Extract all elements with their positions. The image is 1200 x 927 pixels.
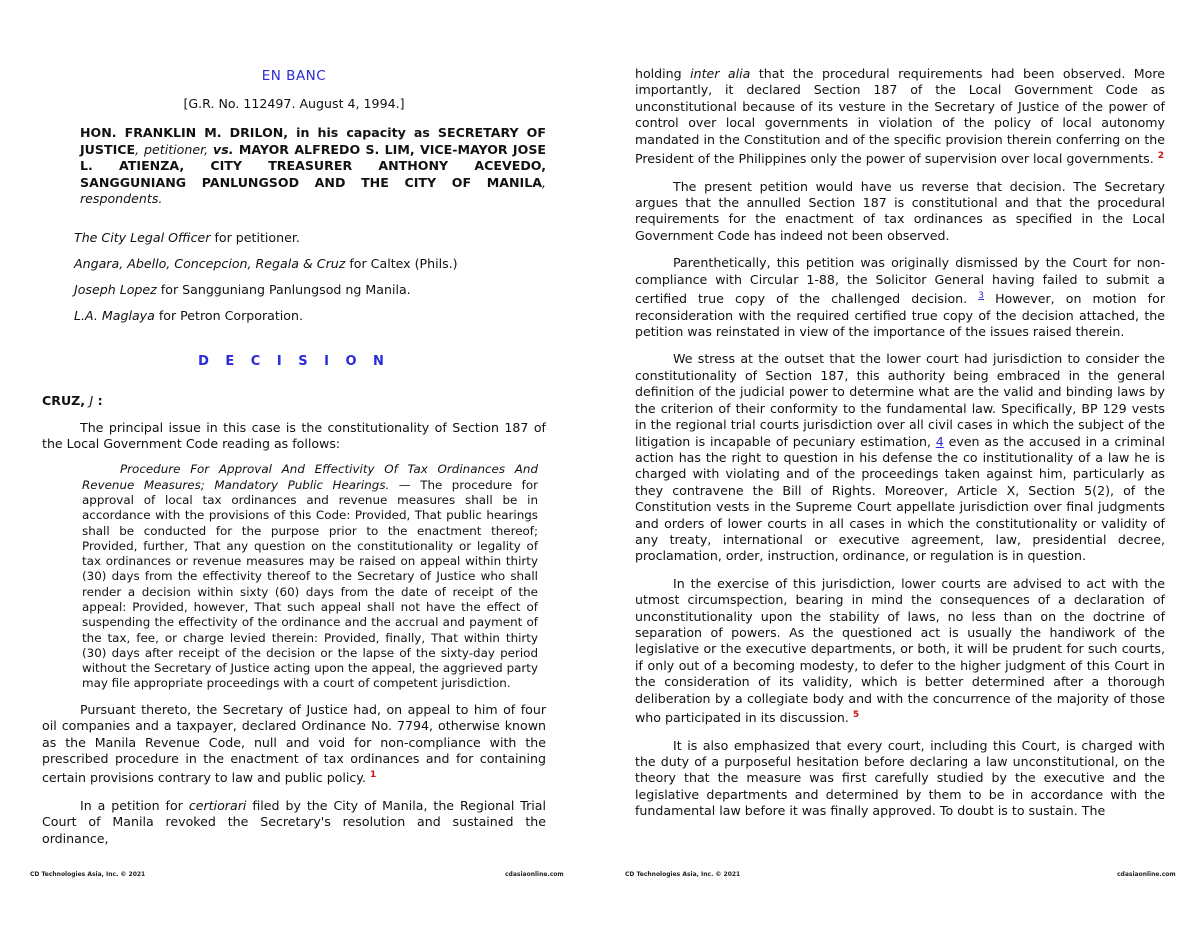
counsel-name: Angara, Abello, Concepcion, Regala & Cruz xyxy=(74,255,346,271)
decision-heading: D E C I S I O N xyxy=(198,353,390,369)
block-quote xyxy=(82,462,538,691)
footnote-link[interactable]: 3 xyxy=(978,291,984,302)
quote-title: Procedure For Approval And Effectivity Of Tax Ordinances And Revenue Measures; Mandatory Public Hearings. xyxy=(82,462,538,492)
petitioner-name: HON. FRANKLIN M. DRILON, in his capacity as SECRETARY OF JUSTICE xyxy=(80,125,546,157)
paragraph: The present petition would have us reverse that decision. The Secretary argues that the annulled Section 187 is constitutional and that the procedural requirements for the enactment of tax ordinances as specified in the Local Government Code has indeed not been observed. xyxy=(635,178,1165,243)
counsel-role: for Caltex (Phils.) xyxy=(345,255,458,271)
ponente-title: J xyxy=(89,392,94,408)
quote-text xyxy=(82,462,538,691)
right-page xyxy=(600,0,1200,927)
case-number: [G.R. No. 112497. August 4, 1994.] xyxy=(183,96,405,111)
latin-term: certiorari xyxy=(188,797,247,813)
footnote-link[interactable]: 4 xyxy=(935,433,944,449)
paragraph xyxy=(635,351,1165,564)
footnote-ref[interactable]: 5 xyxy=(852,710,860,720)
paragraph-text: However, on motion for reconsideration with the required certified true copy of the decision attached, the petition was reinstated in view of the importance of the issues raised therein. xyxy=(635,291,1166,340)
paragraph: It is also emphasized that every court, including this Court, is charged with the duty of a purposeful hesitation before declaring a law unconstitutional, on the theory that the measure was first carefully studied by the executive and the legislative departments and determined by them to be in accordance with the fundamental law before it was finally approved. To doubt is to sustain. The xyxy=(635,737,1165,819)
respondent-role: , respondents. xyxy=(80,174,546,206)
ponente xyxy=(42,393,546,408)
paragraph-text: even as the accused in a criminal action has the right to question in his defense the co institutionality of a law he is charged with violating and of the proceedings taken against him, particularly as they contravene the Bill of Rights. Moreover, Article X, Section 5(2), of the Constitution vests in the Supreme Court appellate jurisdiction over final judgments and orders of lower courts in all cases in which the constitutionality or validity of any treaty, international or executive agreement, law, presidential decree, proclamation, order, instruction, ordinance, or regulation is in question. xyxy=(635,433,1165,564)
paragraph xyxy=(635,255,1165,340)
paragraph xyxy=(42,798,546,847)
counsel-role: for petitioner. xyxy=(210,229,300,245)
paragraph: The principal issue in this case is the constitutionality of Section 187 of the Local Government Code reading as follows: xyxy=(42,419,546,451)
paragraph-text: Pursuant thereto, the Secretary of Justice had, on appeal to him of four oil companies and a taxpayer, declared Ordinance No. 7794, otherwise known as the Manila Revenue Code, null and void for non-compliance with the prescribed procedure in the enactment of tax ordinances and for containing certain provisions contrary to law and public policy. xyxy=(42,701,546,786)
paragraph-text: holding xyxy=(635,66,691,81)
counsel-role: for Petron Corporation. xyxy=(154,307,303,323)
paragraph-text: In the exercise of this jurisdiction, lower courts are advised to act with the utmost circumspection, bearing in mind the consequences of a declaration of unconstitutionality upon the stability of laws, no less than on the doctrine of separation of powers. As the questioned act is usually the handiwork of the legislative or the executive departments, or both, it will be prudent for such courts, if only out of a becoming modesty, to defer to the higher judgment of this Court in the consideration of its validity, which is better determined after a thorough deliberation by a collegiate body and with the concurrence of the majority of those who participated in its discussion. xyxy=(635,575,1165,726)
footnote-ref[interactable]: 1 xyxy=(369,770,377,781)
counsel-name: The City Legal Officer xyxy=(74,229,211,245)
counsel-role: for Sangguniang Panlungsod ng Manila. xyxy=(156,281,411,297)
paragraph-text: We stress at the outset that the lower court had jurisdiction to consider the constitutionality of Section 187, this authority being embraced in the general definition of the judicial power to determine what are the valid and binding laws by the criterion of their conformity to the fundamental law. Specifically, BP 129 vests in the regional trial courts jurisdiction over all civil cases in which the subject of the litigation is incapable of pecuniary estimation, xyxy=(635,351,1165,449)
paragraph-text: Parenthetically, this petition was originally dismissed by the Court for non-compliance with Circular 1-88, the Solicitor General having failed to submit a certified true copy of the challenged decision. xyxy=(635,255,1165,307)
paragraph-text: that the procedural requirements had been observed. More importantly, it declared Section 187 of the Local Government Code as unconstitutional because of its vesture in the Secretary of Justice of the power of control over local governments in violation of the policy of local autonomy mandated in the Constitution and of the specific provision therein conferring on the President of the Philippines only the power of supervision over local governments. xyxy=(635,66,1165,167)
paragraph xyxy=(635,576,1165,727)
counsel-line xyxy=(74,282,546,298)
paragraph-text: filed by the City of Manila, the Regional Trial Court of Manila revoked the Secretary's resolution and sustained the ordinance, xyxy=(42,797,547,846)
counsel-line xyxy=(74,230,546,246)
right-column xyxy=(635,66,1165,820)
quote-body: — The procedure for approval of local tax ordinances and revenue measures shall be in accordance with the provisions of this Code: Provided, That public hearings shall be conducted for the purpose prior to the enactment thereof; Provided, further, That any question on the constitutionality or legality of tax ordinances or revenue measures may be raised on appeal within thirty (30) days from the effectivity thereof to the Secretary of Justice who shall render a decision within sixty (60) days from the date of receipt of the appeal: Provided, however, That such appeal shall not have the effect of suspending the effectivity of the ordinance and the accrual and payment of the tax, fee, or charge levied therein: Provided, finally, That within thirty (30) days after receipt of the decision or the lapse of the sixty-day period without the Secretary of Justice acting upon the appeal, the aggrieved party may file appropriate proceedings with a court of competent jurisdiction. xyxy=(82,477,538,691)
counsel-line xyxy=(74,256,546,272)
counsel-line xyxy=(74,308,546,324)
paragraph-text: In a petition for xyxy=(80,797,189,813)
footer-copyright: CD Technologies Asia, Inc. © 2021 xyxy=(30,871,146,878)
left-column xyxy=(42,68,546,847)
paragraph xyxy=(42,702,546,787)
versus-label: vs. xyxy=(213,141,234,157)
footnote-ref[interactable]: 2 xyxy=(1157,151,1165,162)
ponente-name: CRUZ, xyxy=(42,392,90,408)
case-parties xyxy=(80,125,546,208)
ponente-colon: : xyxy=(93,392,103,408)
counsel-name: Joseph Lopez xyxy=(74,281,157,297)
petitioner-role: , petitioner, xyxy=(135,141,214,157)
paragraph xyxy=(635,66,1165,168)
footer-site[interactable]: cdasiaonline.com xyxy=(505,871,564,878)
latin-term: inter alia xyxy=(690,66,751,81)
counsel-name: L.A. Maglaya xyxy=(74,307,155,323)
respondent-names: MAYOR ALFREDO S. LIM, VICE-MAYOR JOSE L. ATIENZA, CITY TREASURER ANTHONY ACEVEDO, SANGGUNIANG PANLUNGSOD AND THE CITY OF MANILA xyxy=(80,141,546,190)
footer-copyright: CD Technologies Asia, Inc. © 2021 xyxy=(625,871,741,878)
footer-site[interactable]: cdasiaonline.com xyxy=(1117,871,1176,878)
en-banc-heading: EN BANC xyxy=(261,68,327,84)
